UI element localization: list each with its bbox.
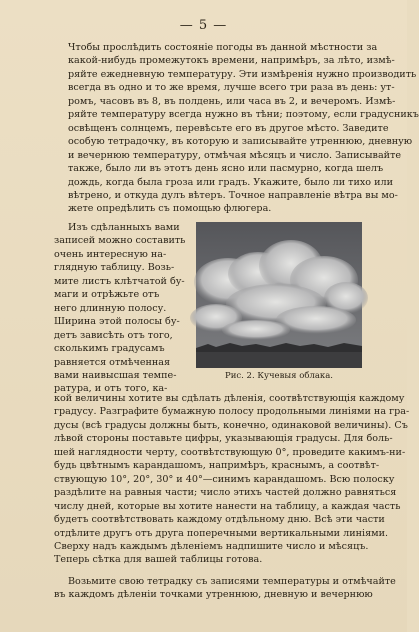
text-line: Чтобы прослѣдить состоянiе погоды въ данной мѣстности за <box>68 42 378 53</box>
text-line: и вечернюю температуру, отмѣчая мѣсяцъ и число. Записывайте <box>68 149 402 161</box>
clouds-image <box>196 222 362 368</box>
text-line: Возьмите свою тетрадку съ записями температуры и отмѣчайте <box>68 576 396 587</box>
text-line: жете опредѣлить съ помощью флюгера. <box>68 203 272 215</box>
text-line: шей наглядности черту, соотвѣтствующую 0°, проведите какимъ-ни- <box>54 446 406 458</box>
page-number: — 5 — <box>179 18 228 33</box>
text-line: отдѣлите другъ отъ друга поперечными вертикальными линiями. <box>54 527 389 539</box>
cumulus-clouds-photo <box>196 222 362 368</box>
text-line: ромъ, часовъ въ 8, въ полдень, или часа въ 2, и вечеромъ. Измѣ- <box>68 95 396 107</box>
paragraph-weather-observation <box>54 41 419 216</box>
text-line: равняется отмѣченная <box>54 356 171 368</box>
text-line: лѣвой стороны поставьте цифры, указывающiя градусы. Для боль- <box>54 433 393 445</box>
text-line: детъ зависѣть отъ того, <box>54 329 173 341</box>
text-line: вѣтрено, и откуда дулъ вѣтеръ. Точное направленiе вѣтра вы мо- <box>68 189 398 201</box>
text-line: градусу. Разграфите бумажную полосу продольными линiями на гра- <box>54 406 410 418</box>
paragraph-table-intro <box>54 221 184 396</box>
text-line: дусы (всѣ градусы должны быть, конечно, одинаковой величины). Съ <box>54 419 408 431</box>
text-line: Сверху надъ каждымъ дѣленiемъ надпишите число и мѣсяцъ. <box>54 540 369 552</box>
figure-caption: Рис. 2. Кучевыя облака. <box>225 371 333 381</box>
text-line: числу дней, которые вы хотите нанести на таблицу, а каждая часть <box>54 500 401 512</box>
text-line: будь цвѣтнымъ карандашомъ, напримѣръ, краснымъ, а соотвѣт- <box>54 460 380 472</box>
text-line: въ каждомъ дѣленiи точками утреннюю, дневную и вечернюю <box>54 589 373 601</box>
text-line: Теперь сѣтка для вашей таблицы готова. <box>54 554 263 566</box>
text-line: него длинную полосу. <box>54 302 167 314</box>
text-line: Изъ сдѣланныхъ вами <box>68 222 180 233</box>
text-line: ствующую 10°, 20°, 30° и 40°—синимъ карандашомъ. Всю полоску <box>54 473 395 485</box>
paragraph-table-instructions <box>54 392 410 567</box>
text-line: вами наивысшая темпе- <box>54 369 177 381</box>
text-line: ряйте ежедневную температуру. Эти измѣренiя нужно производить <box>68 68 417 80</box>
text-line: кой величины хотите вы сдѣлать дѣленiя, соотвѣтствующiя каждому <box>54 393 405 404</box>
text-line: какой-нибудь промежутокъ времени, напримѣръ, за лѣто, измѣ- <box>68 55 395 67</box>
text-line: также, было ли въ этотъ день ясно или пасмурно, когда шелъ <box>68 163 384 175</box>
text-line: особую тетрадочку, въ которую и записывайте утреннюю, дневную <box>68 136 413 148</box>
paragraph-marking <box>54 575 396 602</box>
text-line: раздѣлите на равныя части; число этихъ частей должно равняться <box>54 487 397 499</box>
text-line: ряйте температуру всегда нужно въ тѣни; поэтому, если градусникъ <box>68 109 419 121</box>
text-line: Ширина этой полосы бу- <box>54 316 180 328</box>
text-line: записей можно составить <box>54 235 186 247</box>
text-line: будетъ соотвѣтствовать каждому отдѣльному дню. Всѣ эти части <box>54 514 385 526</box>
text-line: освѣщенъ солнцемъ, перевѣсьте его въ другое мѣсто. Заведите <box>68 122 389 134</box>
text-line: маги и отрѣжьте отъ <box>54 289 160 301</box>
text-line: мите листъ клѣтчатой бу- <box>54 275 185 287</box>
text-line: всегда въ одно и то же время, лучше всего три раза въ день: ут- <box>68 82 395 94</box>
text-line: глядную таблицу. Возь- <box>54 262 175 274</box>
text-line: сколькимъ градусамъ <box>54 343 165 355</box>
text-line: ратура, и отъ того, ка- <box>54 383 168 395</box>
text-line: очень интересную на- <box>54 248 167 260</box>
text-line: дождь, когда была гроза или градъ. Укажите, было ли тихо или <box>68 176 394 188</box>
